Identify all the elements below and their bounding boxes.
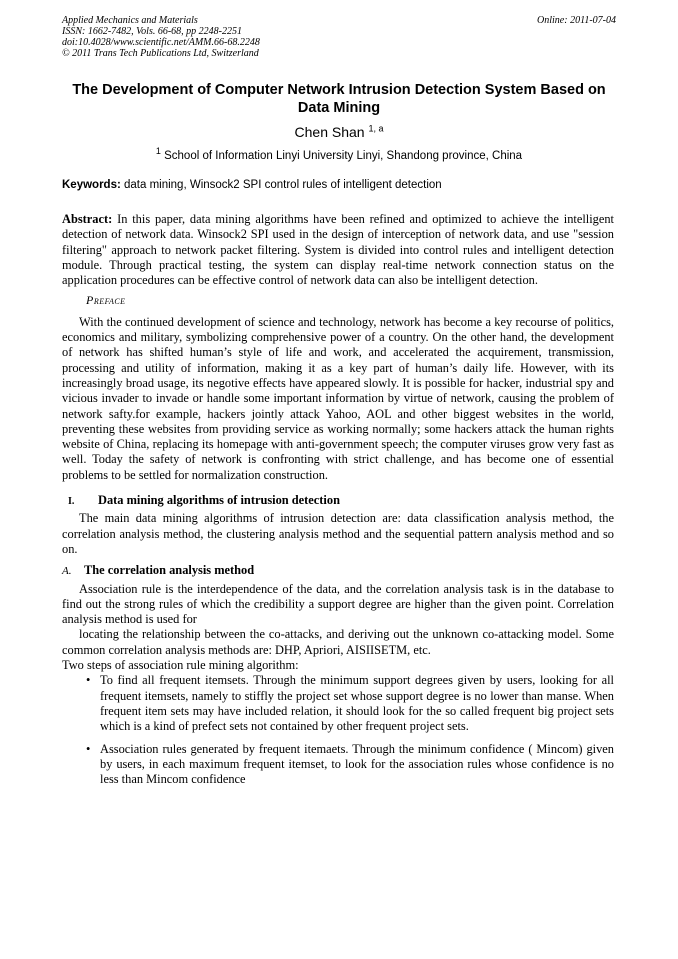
affiliation	[62, 146, 616, 162]
subsection-number: A.	[62, 565, 72, 578]
section-1-paragraph: The main data mining algorithms of intrusion detection are: data classification analysis method, the correlation analysis method, the clustering analysis method and the sequential pattern analysis method and so on.	[62, 511, 614, 556]
bullet-icon: •	[86, 741, 91, 756]
author-line	[62, 124, 616, 140]
journal-header	[62, 15, 616, 59]
preface-heading: Preface	[86, 293, 126, 308]
section-heading-1	[62, 493, 614, 509]
affiliation-text: School of Information Linyi University Linyi, Shandong province, China	[164, 150, 523, 162]
list-item-text: Association rules generated by frequent itemaets. Through the minimum confidence ( Mincom) given by users, in each maximum frequent itemset, to look for the association rules whose confidence is no less than Mincom confidence	[100, 741, 614, 787]
affiliation-superscript: 1	[155, 146, 161, 157]
online-date: Online: 2011-07-04	[537, 15, 616, 26]
subsection-a-paragraph-1: Association rule is the interdependence of the data, and the correlation analysis task is in the database to find out the strong rules of which the credibility a support degree are higher than the given point. Correlation analysis method is used for	[62, 581, 614, 627]
abstract-label: Abstract:	[62, 212, 113, 226]
author-name: Chen Shan	[294, 124, 365, 140]
abstract	[62, 212, 614, 288]
journal-name: Applied Mechanics and Materials	[62, 15, 198, 26]
subsection-a-paragraph-3: Two steps of association rule mining algorithm:	[62, 658, 299, 673]
list-item	[62, 742, 614, 788]
section-number: I.	[68, 496, 75, 508]
keywords-text: data mining, Winsock2 SPI control rules of intelligent detection	[124, 179, 442, 191]
section-title: Data mining algorithms of intrusion detection	[98, 493, 340, 508]
doi-line: doi:10.4028/www.scientific.net/AMM.66-68.2248	[62, 37, 260, 48]
subsection-heading-a	[62, 563, 614, 579]
subsection-title: The correlation analysis method	[84, 563, 255, 578]
copyright-line: © 2011 Trans Tech Publications Ltd, Switzerland	[62, 48, 259, 59]
abstract-text: In this paper, data mining algorithms have been refined and optimized to achieve the intelligent detection of network data. Winsock2 SPI used in the design of interception of network data, and use "session filtering" approach to network packet filtering. System is divided into control rules and intelligent detection module. Through practical testing, the system can display real-time network connection status on the application procedures can be effective control of network data can also be intelligent detection.	[62, 212, 614, 288]
keywords	[62, 179, 616, 191]
list-item-text: To find all frequent itemsets. Through the minimum support degrees given by users, looking for all frequent itemsets, namely to stiffly the project set whose support degree is no lower than manse. When frequent item sets may have included relation, it should look for the so called frequent big project sets which is a kind of prefect sets not contained by other frequent project sets.	[100, 673, 614, 734]
bullet-list	[62, 673, 614, 787]
author-superscript: 1, a	[368, 123, 384, 134]
paper-body	[62, 212, 614, 787]
issn-line: ISSN: 1662-7482, Vols. 66-68, pp 2248-2251	[62, 26, 242, 37]
list-item	[62, 673, 614, 734]
subsection-a-paragraph-2: locating the relationship between the co-attacks, and deriving out the unknown co-attacking model. Some common correlation analysis methods are: DHP, Apriori, AISIISETM, etc.	[62, 627, 614, 657]
keywords-label: Keywords:	[62, 179, 121, 191]
bullet-icon: •	[86, 673, 91, 688]
preface-paragraph: With the continued development of science and technology, network has become a key recourse of politics, economics and military, symbolizing comprehensive power of a country. On the other hand, the development of network has shifted human’s style of life and work, and accelerated the acquirement, transmission, processing and utility of information, making it as a key part of human’s daily life. However, with its increasingly broad usage, its negotive effects have appeared slowly. It is possible for hacker, industrial spy and vicious invader to invade or handle some important information by virtue of network, causing the problem of network safty.for example, hackers jointly attack Yahoo, AOL and other biggest websites in the world, preventing these websites from providing service as working normally; some hackers attack the human rights website of China, replacing its homepage with anti-government speech; the computer viruses grow very fast as well. Today the safety of network is confronting with strict challenge, and has become one of essential problems to be settled for normalization construction.	[62, 314, 614, 482]
paper-title: The Development of Computer Network Intrusion Detection System Based on Data Mining	[72, 82, 606, 116]
